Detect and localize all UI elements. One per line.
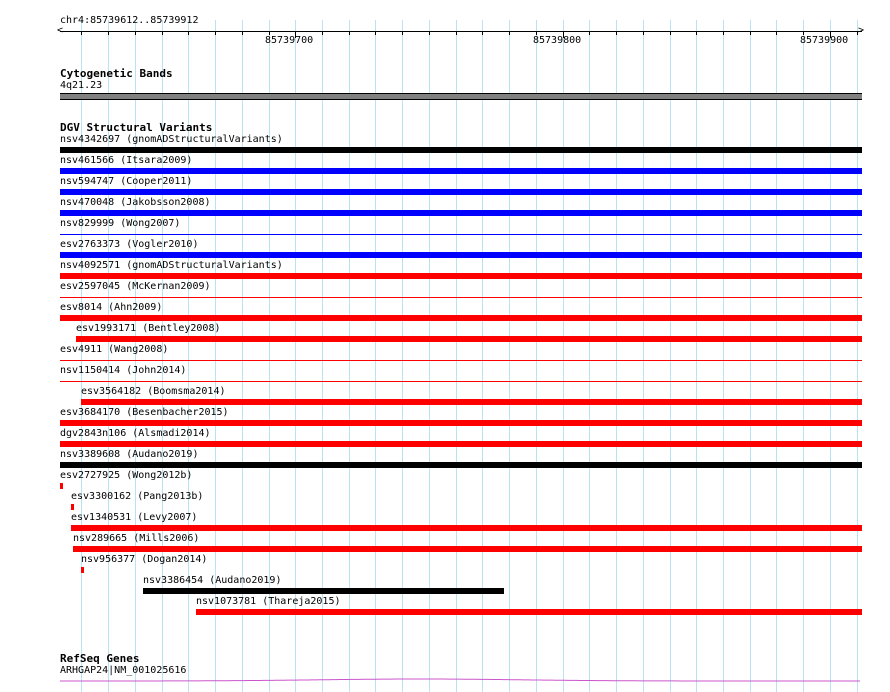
ruler-arrow-left: < (57, 25, 64, 36)
variant-label[interactable]: nsv461566 (Itsara2009) (60, 155, 193, 166)
variant-bar[interactable] (60, 483, 63, 489)
grid-line (536, 20, 537, 692)
variant-label[interactable]: nsv4342697 (gnomADStructuralVariants) (60, 134, 283, 145)
variant-bar[interactable] (60, 360, 862, 361)
variant-bar[interactable] (71, 504, 74, 510)
ruler-minor-tick (375, 31, 376, 35)
ruler-minor-tick (215, 31, 216, 35)
variant-label[interactable]: esv2597045 (McKernan2009) (60, 281, 211, 292)
variant-bar[interactable] (60, 297, 862, 298)
variant-bar[interactable] (73, 546, 862, 552)
ruler-minor-tick (162, 31, 163, 35)
position-label: chr4:85739612..85739912 (60, 15, 199, 26)
variant-bar[interactable] (60, 273, 862, 279)
ruler-minor-tick (108, 31, 109, 35)
ruler-minor-tick (429, 31, 430, 35)
variant-label[interactable]: esv4911 (Wang2008) (60, 344, 169, 355)
grid-line (509, 20, 510, 692)
variant-label[interactable]: nsv3389608 (Audano2019) (60, 449, 199, 460)
variant-bar[interactable] (76, 336, 862, 342)
variant-bar[interactable] (60, 462, 862, 468)
variant-bar[interactable] (60, 420, 862, 426)
variant-bar[interactable] (60, 441, 862, 447)
cytoband-label: 4q21.23 (60, 80, 103, 91)
variant-label[interactable]: esv1340531 (Levy2007) (71, 512, 198, 523)
variant-bar[interactable] (60, 210, 862, 216)
grid-line (643, 20, 644, 692)
ruler-minor-tick (402, 31, 403, 35)
ruler-minor-tick (696, 31, 697, 35)
refseq-gene-label[interactable]: ARHGAP24|NM_001025616 (60, 665, 187, 676)
variant-label[interactable]: nsv829999 (Wong2007) (60, 218, 181, 229)
ruler-minor-tick (589, 31, 590, 35)
variant-label[interactable]: esv3564182 (Boomsma2014) (81, 386, 226, 397)
variant-bar[interactable] (81, 567, 84, 573)
variant-bar[interactable] (196, 609, 862, 615)
ruler-minor-tick (188, 31, 189, 35)
cytoband-bar[interactable] (60, 93, 862, 100)
variant-label[interactable]: esv2763373 (Vogler2010) (60, 239, 199, 250)
grid-line (776, 20, 777, 692)
ruler-minor-tick (750, 31, 751, 35)
ruler-minor-tick (322, 31, 323, 35)
variant-label[interactable]: nsv4092571 (gnomADStructuralVariants) (60, 260, 283, 271)
variant-label[interactable]: nsv1150414 (John2014) (60, 365, 187, 376)
grid-line (723, 20, 724, 692)
ruler-tick-label: 85739800 (533, 35, 582, 46)
refseq-track-title[interactable]: RefSeq Genes (60, 652, 140, 665)
variant-bar[interactable] (143, 588, 504, 594)
ruler-minor-tick (135, 31, 136, 35)
refseq-gene-line[interactable] (60, 679, 860, 681)
variant-label[interactable]: nsv3386454 (Audano2019) (143, 575, 282, 586)
variant-label[interactable]: nsv956377 (Dogan2014) (81, 554, 208, 565)
ruler-minor-tick (616, 31, 617, 35)
grid-line (616, 20, 617, 692)
refseq-gene-feature[interactable] (0, 670, 890, 692)
variant-bar[interactable] (60, 234, 862, 235)
ruler-minor-tick (723, 31, 724, 35)
variant-bar[interactable] (60, 168, 862, 174)
ruler-minor-tick (242, 31, 243, 35)
variant-label[interactable]: nsv594747 (Cooper2011) (60, 176, 193, 187)
variant-label[interactable]: dgv2843n106 (Alsmadi2014) (60, 428, 211, 439)
ruler-minor-tick (456, 31, 457, 35)
ruler-minor-tick (670, 31, 671, 35)
dgv-track-title[interactable]: DGV Structural Variants (60, 121, 213, 134)
ruler-minor-tick (776, 31, 777, 35)
variant-bar[interactable] (60, 315, 862, 321)
grid-line (750, 20, 751, 692)
variant-bar[interactable] (60, 381, 862, 382)
variant-label[interactable]: esv1993171 (Bentley2008) (76, 323, 221, 334)
ruler-minor-tick (349, 31, 350, 35)
grid-line (803, 20, 804, 692)
variant-label[interactable]: nsv470048 (Jakobsson2008) (60, 197, 211, 208)
ruler-tick-label: 85739700 (265, 35, 314, 46)
variant-bar[interactable] (71, 525, 862, 531)
grid-line (670, 20, 671, 692)
variant-label[interactable]: esv3684170 (Besenbacher2015) (60, 407, 229, 418)
variant-label[interactable]: esv8014 (Ahn2009) (60, 302, 163, 313)
variant-label[interactable]: esv2727925 (Wong2012b) (60, 470, 193, 481)
ruler-tick-label: 85739900 (800, 35, 849, 46)
variant-bar[interactable] (81, 399, 862, 405)
cytoband-track-title[interactable]: Cytogenetic Bands (60, 67, 173, 80)
grid-line (830, 20, 831, 692)
ruler-arrow-right: > (858, 25, 865, 36)
ruler-minor-tick (857, 31, 858, 35)
grid-line (696, 20, 697, 692)
variant-bar[interactable] (60, 252, 862, 258)
variant-bar[interactable] (60, 147, 862, 153)
variant-label[interactable]: esv3300162 (Pang2013b) (71, 491, 204, 502)
ruler-minor-tick (643, 31, 644, 35)
variant-label[interactable]: nsv1073781 (Thareja2015) (196, 596, 341, 607)
ruler-minor-tick (482, 31, 483, 35)
grid-line (563, 20, 564, 692)
grid-line (589, 20, 590, 692)
variant-label[interactable]: nsv289665 (Mills2006) (73, 533, 200, 544)
ruler-minor-tick (81, 31, 82, 35)
variant-bar[interactable] (60, 189, 862, 195)
ruler-minor-tick (509, 31, 510, 35)
grid-line (857, 20, 858, 692)
ruler-axis (60, 31, 862, 32)
